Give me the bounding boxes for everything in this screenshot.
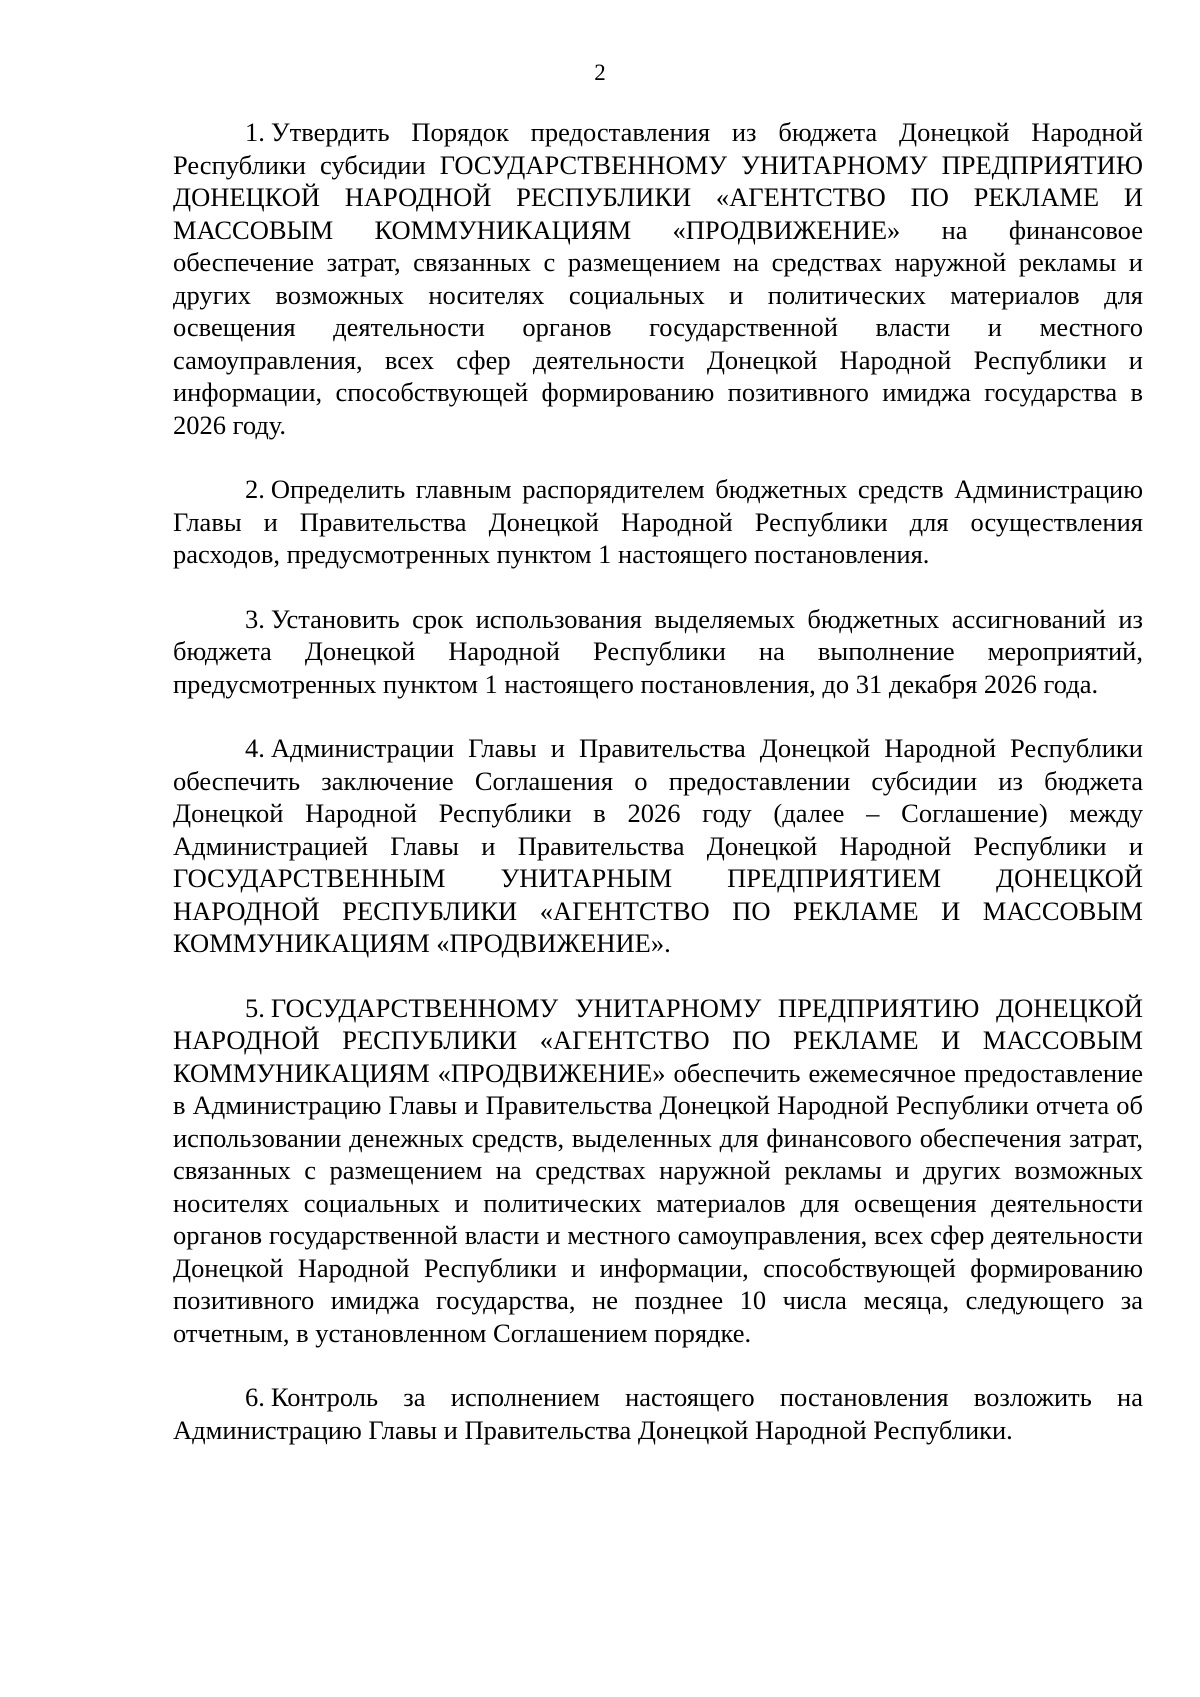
paragraph-number: 6.: [245, 1382, 265, 1412]
paragraph-text: Определить главным распорядителем бюджетных средств Администрацию Главы и Правительства Донецкой Народной Республики для осуществления расходов, предусмотренных пунктом 1 настоящего постановления.: [173, 474, 1143, 569]
paragraph-3: [173, 603, 1143, 701]
paragraph-2: [173, 473, 1143, 571]
paragraph-5: [173, 992, 1143, 1350]
paragraph-text: Установить срок использования выделяемых бюджетных ассигнований из бюджета Донецкой Народной Республики на выполнение мероприятий, предусмотренных пунктом 1 настоящего постановления, до 31 декабря 2026 года.: [173, 603, 1143, 699]
paragraph-6: [173, 1381, 1143, 1446]
paragraph-text: Контроль за исполнением настоящего постановления возложить на Администрацию Главы и Правительства Донецкой Народной Республики.: [173, 1382, 1143, 1445]
paragraph-number: 3.: [245, 603, 265, 634]
paragraph-1: [173, 116, 1143, 441]
paragraph-4: [173, 732, 1143, 960]
paragraph-number: 4.: [245, 733, 265, 763]
paragraph-number: 1.: [245, 117, 265, 147]
page-number: 2: [594, 60, 606, 85]
paragraph-text: ГОСУДАРСТВЕННОМУ УНИТАРНОМУ ПРЕДПРИЯТИЮ ДОНЕЦКОЙ НАРОДНОЙ РЕСПУБЛИКИ «АГЕНТСТВО ПО РЕКЛАМЕ И МАССОВЫМ КОММУНИКАЦИЯМ «ПРОДВИЖЕНИЕ» обеспечить ежемесячное предоставление в Администрацию Главы и Правительства Донецкой Народной Республики отчета об использовании денежных средств, выделенных для финансового обеспечения затрат, связанных с размещением на средствах наружной рекламы и других возможных носителях социальных и политических материалов для освещения деятельности органов государственной власти и местного самоуправления, всех сфер деятельности Донецкой Народной Республики и информации, способствующей формированию позитивного имиджа государства, не позднее 10 числа месяца, следующего за отчетным, в установленном Соглашением порядке.: [173, 992, 1143, 1348]
paragraph-number: 2.: [245, 474, 265, 504]
document-body: [173, 116, 1143, 1478]
paragraph-number: 5.: [245, 992, 265, 1023]
paragraph-text: Администрации Главы и Правительства Донецкой Народной Республики обеспечить заключение Соглашения о предоставлении субсидии из бюджета Донецкой Народной Республики в 2026 году (далее – Соглашение) между Администрацией Главы и Правительства Донецкой Народной Республики и ГОСУДАРСТВЕННЫМ УНИТАРНЫМ ПРЕДПРИЯТИЕМ ДОНЕЦКОЙ НАРОДНОЙ РЕСПУБЛИКИ «АГЕНТСТВО ПО РЕКЛАМЕ И МАССОВЫМ КОММУНИКАЦИЯМ «ПРОДВИЖЕНИЕ».: [173, 733, 1143, 958]
paragraph-text: Утвердить Порядок предоставления из бюджета Донецкой Народной Республики субсидии ГОСУДАРСТВЕННОМУ УНИТАРНОМУ ПРЕДПРИЯТИЮ ДОНЕЦКОЙ НАРОДНОЙ РЕСПУБЛИКИ «АГЕНТСТВО ПО РЕКЛАМЕ И МАССОВЫМ КОММУНИКАЦИЯМ «ПРОДВИЖЕНИЕ» на финансовое обеспечение затрат, связанных с размещением на средствах наружной рекламы и других возможных носителях социальных и политических материалов для освещения деятельности органов государственной власти и местного самоуправления, всех сфер деятельности Донецкой Народной Республики и информации, способствующей формированию позитивного имиджа государства в 2026 году.: [173, 117, 1143, 440]
